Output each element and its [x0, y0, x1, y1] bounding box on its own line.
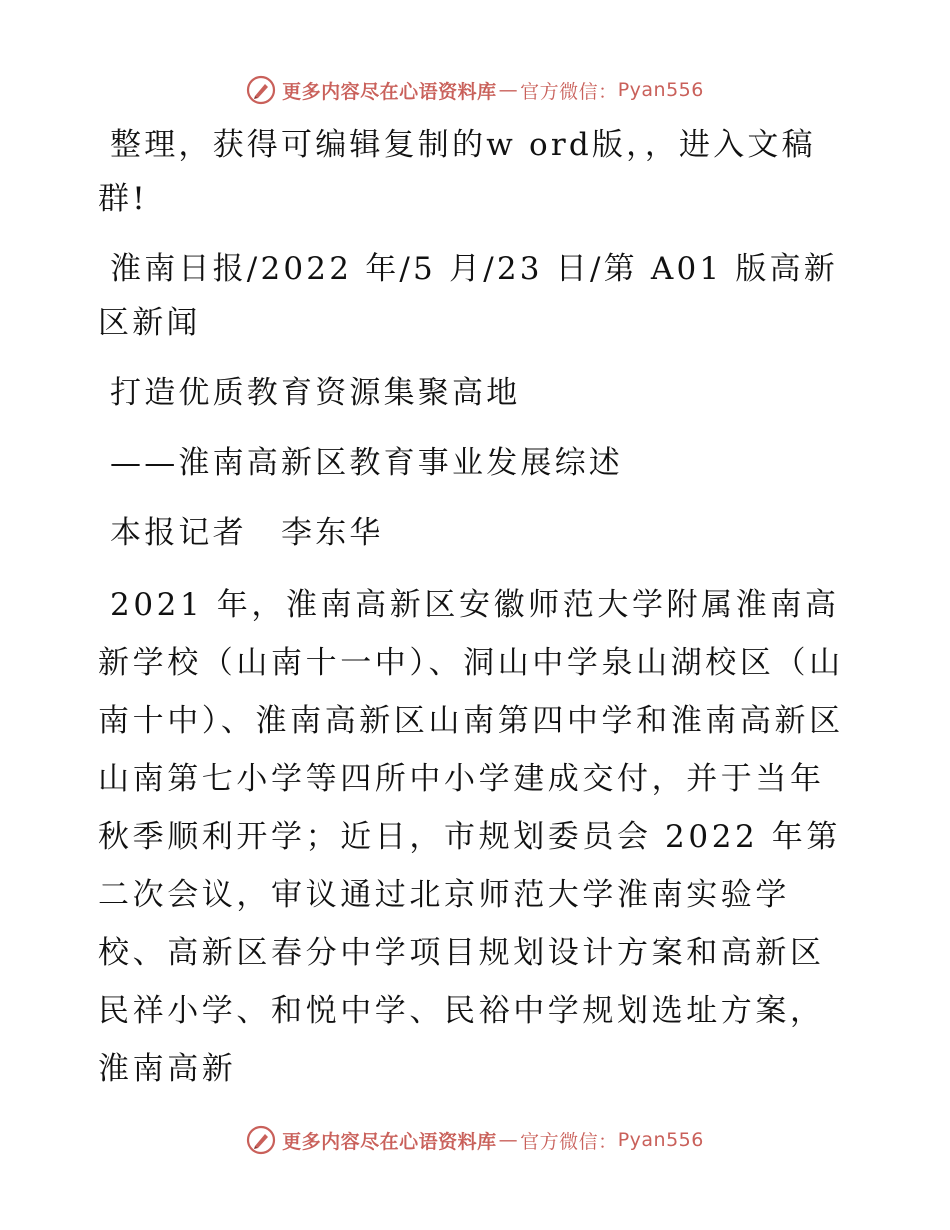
byline: 本报记者 李东华	[110, 515, 384, 551]
article-subtitle: ——淮南高新区教育事业发展综述	[110, 445, 623, 481]
article-paragraph: 2021 年，淮南高新区安徽师范大学附属淮南高新学校（山南十一中）、洞山中学泉山湖校区（山南十中）、淮南高新区山南第四中学和淮南高新区山南第七小学等四所中小学建成交付，并于当年秋季顺利开学；近日，市规划委员会 2022 年第二次会议，审议通过北京师范大学淮南实验学校、高新区春分中学项目规划设计方案和高新区民祥小学、和悦中学、民裕中学规划选址方案，淮南高新	[98, 587, 844, 1087]
watermark-site-text: 更多内容尽在心语资料库	[282, 80, 497, 103]
article-title: 打造优质教育资源集聚高地	[110, 375, 521, 411]
pen-logo-icon	[246, 75, 276, 105]
watermark-wechat-id: Pyan556	[617, 1129, 704, 1151]
watermark-site-text: 更多内容尽在心语资料库	[282, 1130, 497, 1153]
header-watermark	[0, 70, 950, 110]
watermark-separator: —	[498, 1129, 519, 1151]
watermark-wechat-id: Pyan556	[617, 79, 704, 101]
watermark-wechat-label: 官方微信：	[520, 80, 618, 103]
footer-watermark	[0, 1120, 950, 1160]
document-body	[98, 118, 853, 1114]
watermark-separator: —	[498, 79, 519, 101]
watermark-wechat-label: 官方微信：	[520, 1130, 618, 1153]
pen-logo-icon	[246, 1125, 276, 1155]
intro-note: 整理，获得可编辑复制的w ord版，，进入文稿群!	[98, 127, 816, 217]
source-line: 淮南日报/2022 年/5 月/23 日/第 A01 版高新区新闻	[98, 251, 838, 341]
